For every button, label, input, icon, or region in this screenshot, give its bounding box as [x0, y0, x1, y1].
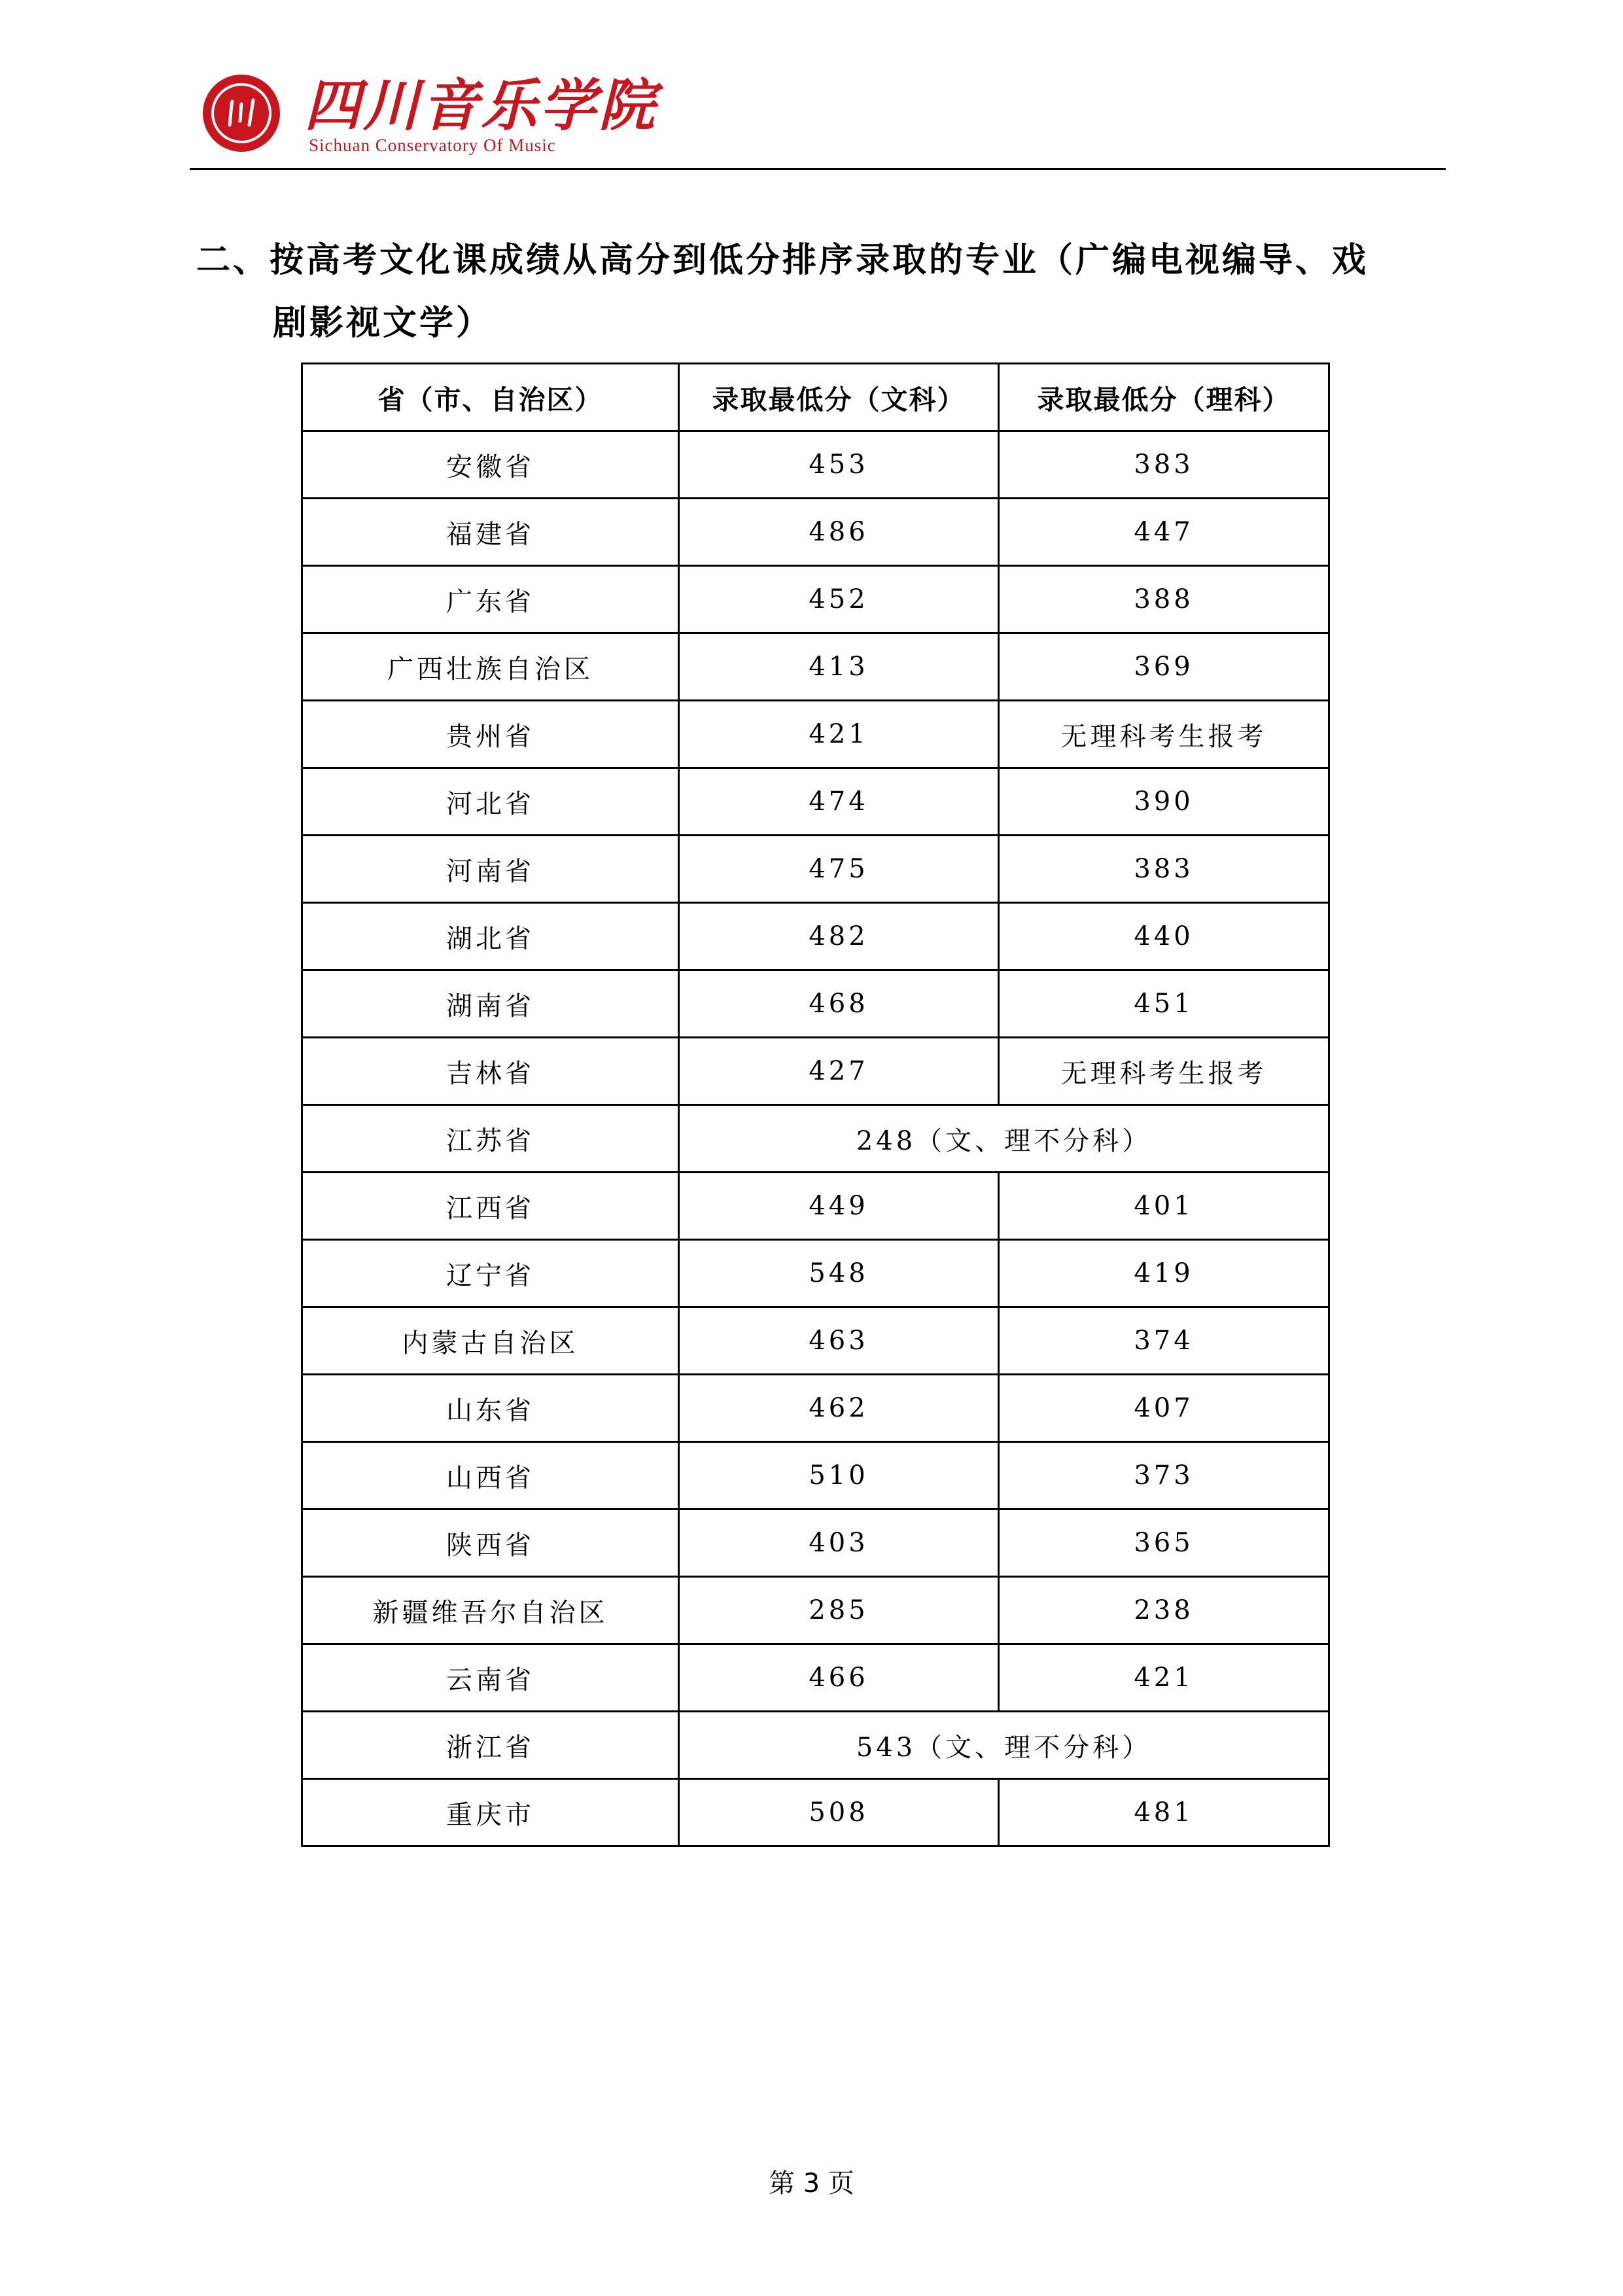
science-score-cell: 383 — [999, 431, 1329, 499]
arts-score-cell: 413 — [679, 633, 999, 701]
table-row — [302, 970, 1329, 1038]
school-name-en: Sichuan Conservatory Of Music — [309, 135, 556, 155]
province-cell: 吉林省 — [302, 1038, 679, 1105]
emblem-icon — [223, 95, 260, 132]
arts-score-cell: 462 — [679, 1375, 999, 1442]
table-body — [302, 431, 1329, 1846]
science-score-cell: 440 — [999, 903, 1329, 970]
province-cell: 湖北省 — [302, 903, 679, 970]
province-cell: 浙江省 — [302, 1712, 679, 1779]
arts-score-cell: 468 — [679, 970, 999, 1038]
arts-score-cell: 508 — [679, 1779, 999, 1846]
header-science-min-score: 录取最低分（理科） — [999, 364, 1329, 431]
province-cell: 湖南省 — [302, 970, 679, 1038]
section-title — [196, 229, 1439, 355]
table-header-row — [302, 364, 1329, 431]
table-row — [302, 1105, 1329, 1173]
header-arts-min-score: 录取最低分（文科） — [679, 364, 999, 431]
province-cell: 福建省 — [302, 499, 679, 566]
table-row — [302, 1644, 1329, 1712]
province-cell: 重庆市 — [302, 1779, 679, 1846]
table-row — [302, 1712, 1329, 1779]
province-cell: 新疆维吾尔自治区 — [302, 1577, 679, 1644]
science-score-cell: 238 — [999, 1577, 1329, 1644]
province-cell: 河北省 — [302, 768, 679, 836]
province-cell: 河南省 — [302, 836, 679, 903]
science-score-cell: 407 — [999, 1375, 1329, 1442]
arts-score-cell: 421 — [679, 701, 999, 768]
table-row — [302, 1038, 1329, 1105]
province-cell: 辽宁省 — [302, 1240, 679, 1307]
arts-score-cell: 482 — [679, 903, 999, 970]
province-cell: 贵州省 — [302, 701, 679, 768]
school-name-cn: 四川音乐学院 — [304, 73, 657, 139]
province-cell: 广西壮族自治区 — [302, 633, 679, 701]
arts-score-cell: 548 — [679, 1240, 999, 1307]
header-province: 省（市、自治区） — [302, 364, 679, 431]
school-logo-emblem — [203, 75, 280, 152]
table-row — [302, 836, 1329, 903]
province-cell: 山西省 — [302, 1442, 679, 1510]
arts-score-cell: 486 — [679, 499, 999, 566]
page-number: 第 3 页 — [769, 2168, 854, 2199]
province-cell: 安徽省 — [302, 431, 679, 499]
science-score-cell: 374 — [999, 1307, 1329, 1375]
province-cell: 江西省 — [302, 1173, 679, 1240]
science-score-cell: 419 — [999, 1240, 1329, 1307]
table-row — [302, 1240, 1329, 1307]
table-row — [302, 903, 1329, 970]
arts-score-cell: 466 — [679, 1644, 999, 1712]
combined-score-cell: 248（文、理不分科） — [679, 1105, 1329, 1173]
table-row — [302, 1375, 1329, 1442]
table-row — [302, 633, 1329, 701]
science-score-cell: 365 — [999, 1510, 1329, 1577]
science-score-cell: 401 — [999, 1173, 1329, 1240]
section-title-line-2: 剧影视文学） — [273, 304, 493, 343]
page-header — [196, 65, 1439, 164]
science-score-cell: 390 — [999, 768, 1329, 836]
arts-score-cell: 452 — [679, 566, 999, 633]
science-score-cell: 无理科考生报考 — [999, 701, 1329, 768]
section-title-line-1: 二、按高考文化课成绩从高分到低分排序录取的专业（广编电视编导、戏 — [196, 241, 1369, 280]
province-cell: 陕西省 — [302, 1510, 679, 1577]
arts-score-cell: 463 — [679, 1307, 999, 1375]
header-divider — [190, 168, 1446, 170]
table-row — [302, 1307, 1329, 1375]
arts-score-cell: 474 — [679, 768, 999, 836]
table-row — [302, 1173, 1329, 1240]
arts-score-cell: 449 — [679, 1173, 999, 1240]
table-row — [302, 566, 1329, 633]
arts-score-cell: 475 — [679, 836, 999, 903]
province-cell: 山东省 — [302, 1375, 679, 1442]
arts-score-cell: 510 — [679, 1442, 999, 1510]
science-score-cell: 447 — [999, 499, 1329, 566]
table-row — [302, 1510, 1329, 1577]
admission-score-table — [301, 362, 1330, 1847]
arts-score-cell: 453 — [679, 431, 999, 499]
combined-score-cell: 543（文、理不分科） — [679, 1712, 1329, 1779]
arts-score-cell: 403 — [679, 1510, 999, 1577]
province-cell: 广东省 — [302, 566, 679, 633]
science-score-cell: 369 — [999, 633, 1329, 701]
table-row — [302, 499, 1329, 566]
province-cell: 内蒙古自治区 — [302, 1307, 679, 1375]
table-row — [302, 701, 1329, 768]
science-score-cell: 无理科考生报考 — [999, 1038, 1329, 1105]
science-score-cell: 481 — [999, 1779, 1329, 1846]
table-row — [302, 768, 1329, 836]
province-cell: 江苏省 — [302, 1105, 679, 1173]
table-row — [302, 431, 1329, 499]
science-score-cell: 373 — [999, 1442, 1329, 1510]
arts-score-cell: 285 — [679, 1577, 999, 1644]
science-score-cell: 421 — [999, 1644, 1329, 1712]
table-row — [302, 1442, 1329, 1510]
table-row — [302, 1577, 1329, 1644]
science-score-cell: 451 — [999, 970, 1329, 1038]
province-cell: 云南省 — [302, 1644, 679, 1712]
science-score-cell: 383 — [999, 836, 1329, 903]
science-score-cell: 388 — [999, 566, 1329, 633]
arts-score-cell: 427 — [679, 1038, 999, 1105]
table-row — [302, 1779, 1329, 1846]
